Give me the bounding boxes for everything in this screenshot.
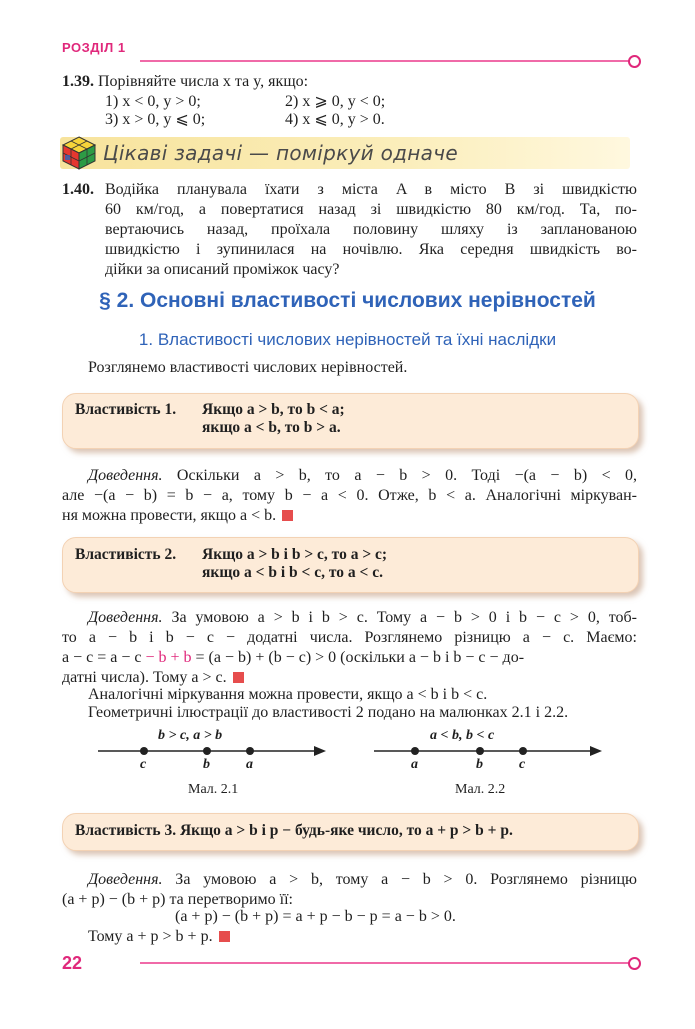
point-label: b	[203, 757, 210, 772]
problem-1-40-text: Водійка планувала їхати з міста A в місто B зі швидкістю 60 км/год, а повертатися назад зі швидкістю 80 км/год. Та, по- вертаючись назад, проїхала половину шляху із запланованою швидкістю і зупинилася на ночівлю. Яка середня швидкість во- дійки за описаний проміжок часу?	[105, 181, 637, 278]
point-label: c	[519, 757, 526, 772]
end-of-proof-marker	[282, 510, 293, 521]
property-1-line1: Якщо a > b, то b < a;	[202, 401, 345, 418]
problem-item: 1) x < 0, y > 0;	[105, 93, 201, 110]
point-label: a	[246, 757, 253, 772]
proof-3: Доведення. За умовою a > b, тому a − b > 0. Розглянемо різницю (a + p) − (b + p) та перетворимо її:	[62, 871, 637, 908]
rubik-cube-icon	[60, 134, 98, 172]
property-3-label: Властивість 3.	[75, 822, 177, 839]
point-label: a	[411, 757, 418, 772]
fun-section-title: Цікаві задачі — поміркуй одначе	[103, 141, 458, 165]
property-1-line2: якщо a < b, то b > a.	[202, 419, 341, 436]
problem-number: 1.39.	[62, 73, 94, 90]
property-2-line2: якщо a < b і b < c, то a < c.	[202, 564, 383, 581]
intro-text: Розглянемо властивості числових нерівностей.	[88, 359, 408, 376]
property-2-label: Властивість 2.	[75, 546, 177, 563]
figure-2-2-number-line	[372, 740, 608, 770]
proof-1: Доведення. Оскільки a > b, то a − b > 0. Тоді −(a − b) < 0, але −(a − b) = b − a, тому b − a < 0. Отже, b < a. Аналогічні міркуван- ня можна провести, якщо a < b.	[62, 467, 637, 524]
problem-item: 3) x > 0, y ⩽ 0;	[105, 111, 206, 128]
proof-3-conclusion: Тому a + p > b + p.	[88, 927, 230, 947]
footer-rule	[140, 962, 630, 964]
figure-2-2-label: a < b, b < c	[430, 728, 495, 743]
end-of-proof-marker	[219, 931, 230, 942]
remark-line: Аналогічні міркування можна провести, якщо a < b і b < c.	[88, 686, 488, 703]
figure-2-2-caption: Мал. 2.2	[455, 782, 506, 797]
problem-number: 1.40.	[62, 181, 94, 198]
point-label: c	[140, 757, 147, 772]
remark-line: Геометричні ілюстрації до властивості 2 подано на малюнках 2.1 і 2.2.	[88, 704, 569, 721]
point-label: b	[476, 757, 483, 772]
end-of-proof-marker	[233, 672, 244, 683]
figure-2-1-caption: Мал. 2.1	[188, 782, 239, 797]
property-2-line1: Якщо a > b і b > c, то a > c;	[202, 546, 388, 563]
highlighted-term: − b + b	[145, 649, 192, 666]
property-3-statement	[75, 821, 513, 841]
property-1-label: Властивість 1.	[75, 401, 177, 418]
problem-1-39	[62, 72, 637, 92]
chapter-label: РОЗДІЛ 1	[62, 40, 126, 55]
figure-2-1-label: b > c, a > b	[158, 728, 223, 743]
header-rule	[140, 60, 630, 62]
problem-item: 4) x ⩽ 0, y > 0.	[285, 111, 385, 128]
figure-2-1-number-line	[96, 740, 332, 770]
proof-2: Доведення. За умовою a > b і b > c. Тому a − b > 0 і b − c > 0, тоб- то a − b і b − c − додатні числа. Розглянемо різницю a − c. Маємо: a − c = a − c − b + b = (a − b) + (b − c) > 0 (оскільки a − b і b − c − до- датні числа). Тому a > c.	[62, 609, 637, 686]
proof-3-equation: (a + p) − (b + p) = a + p − b − p = a − b > 0.	[175, 908, 456, 925]
subsection-title: 1. Властивості числових нерівностей та їхні наслідки	[138, 330, 557, 349]
section-title: § 2. Основні властивості числових нерівностей	[99, 289, 596, 312]
footer-rule-end-circle	[628, 957, 641, 970]
header-rule-end-circle	[628, 55, 641, 68]
problem-text: Порівняйте числа x та y, якщо:	[98, 73, 309, 90]
property-3-text: Якщо a > b і p − будь-яке число, то a + p > b + p.	[179, 822, 513, 839]
problem-item: 2) x ⩾ 0, y < 0;	[285, 93, 386, 110]
page-number: 22	[62, 953, 83, 973]
